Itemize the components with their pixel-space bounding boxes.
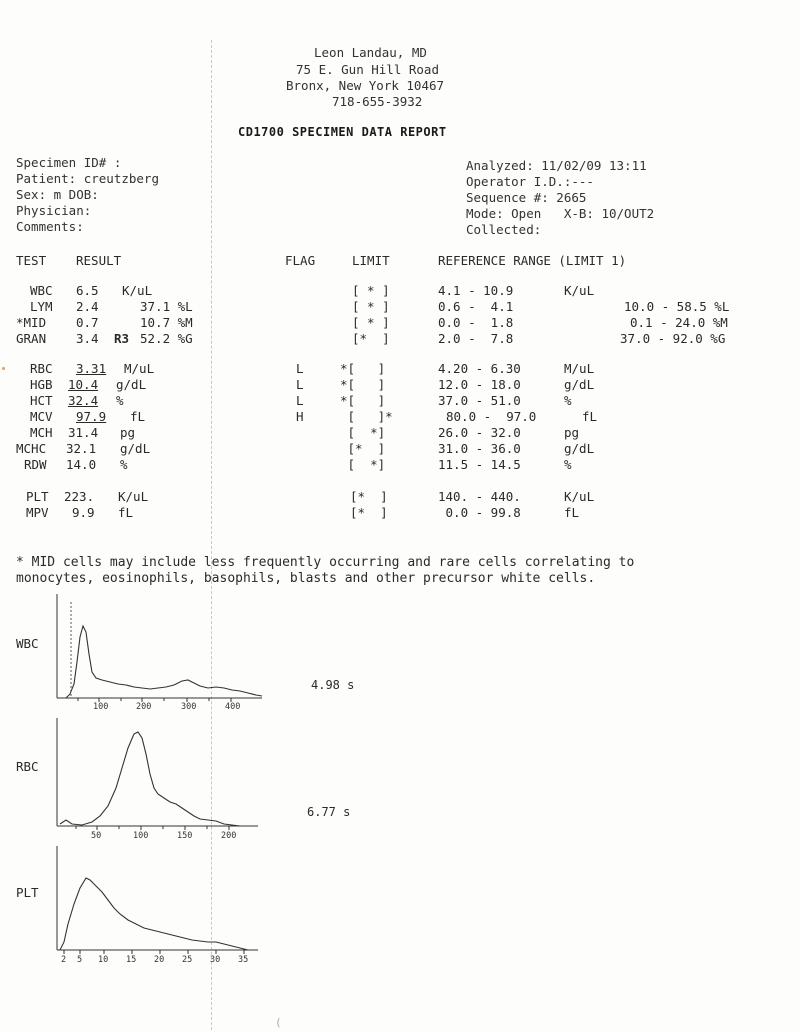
- flag: L: [296, 361, 304, 376]
- reference-range: 37.0 - 51.0: [438, 393, 521, 408]
- test-name: HGB: [30, 377, 53, 392]
- result-value: 9.9: [72, 505, 95, 520]
- reference-unit: K/uL: [564, 489, 595, 504]
- patient-name: Patient: creutzberg: [16, 171, 159, 186]
- header-flag: FLAG: [285, 253, 316, 268]
- test-name: *MID: [16, 315, 47, 330]
- limit-indicator: [ ]*: [340, 409, 393, 424]
- header-test: TEST: [16, 253, 47, 268]
- reference-range: 31.0 - 36.0: [438, 441, 521, 456]
- wbc-curve: [66, 626, 262, 698]
- rbc-histogram-label: RBC: [16, 759, 39, 774]
- operator-id: Operator I.D.:---: [466, 174, 594, 189]
- x-tick-label: 50: [91, 831, 102, 841]
- result-value: 31.4: [68, 425, 99, 440]
- limit-indicator: [ *]: [340, 457, 386, 472]
- x-tick-label: 10: [98, 955, 109, 965]
- limit-indicator: [ *]: [340, 425, 386, 440]
- result-value: 3.4: [76, 331, 99, 346]
- x-tick-label: 150: [177, 831, 193, 841]
- test-name: GRAN: [16, 331, 47, 346]
- reference-unit: M/uL: [564, 361, 595, 376]
- plt-histogram-plot: [0, 844, 270, 969]
- reference-unit: %: [564, 457, 572, 472]
- rbc-curve: [60, 732, 250, 826]
- test-name: HCT: [30, 393, 53, 408]
- limit-indicator: *[ ]: [340, 361, 386, 376]
- stray-mark: (: [275, 1016, 282, 1029]
- sequence-number: Sequence #: 2665: [466, 190, 587, 205]
- reference-range: 4.1 - 10.9: [438, 283, 514, 298]
- x-tick-label: 200: [136, 702, 152, 712]
- reference-range: 12.0 - 18.0: [438, 377, 521, 392]
- result-code: R3: [114, 331, 130, 346]
- x-tick-label: 15: [126, 955, 137, 965]
- x-tick-label: 300: [181, 702, 197, 712]
- footnote-line-2: monocytes, eosinophils, basophils, blasts and other precursor white cells.: [16, 571, 596, 586]
- result-value: 223.: [64, 489, 95, 504]
- test-name: LYM: [30, 299, 53, 314]
- test-name: WBC: [30, 283, 53, 298]
- limit-indicator: [ * ]: [352, 283, 390, 298]
- reference-unit: %: [564, 393, 572, 408]
- x-tick-label: 5: [77, 955, 83, 965]
- x-tick-label: 30: [210, 955, 221, 965]
- result-value: 32.4: [68, 393, 99, 408]
- reference-range: 26.0 - 32.0: [438, 425, 521, 440]
- result-unit: %: [116, 393, 124, 408]
- reference-range: 0.0 - 1.8: [438, 315, 514, 330]
- comments: Comments:: [16, 219, 84, 234]
- rbc-histogram-plot: [0, 716, 270, 841]
- analyzed-date: Analyzed: 11/02/09 13:11: [466, 158, 647, 173]
- test-name: MPV: [26, 505, 49, 520]
- footnote-line-1: * MID cells may include less frequently occurring and rare cells correlating to: [16, 555, 635, 570]
- test-name: MCV: [30, 409, 53, 424]
- x-tick-label: 35: [238, 955, 249, 965]
- flag: L: [296, 377, 304, 392]
- margin-dot: [2, 367, 5, 370]
- test-name: RBC: [30, 361, 53, 376]
- result-unit: K/uL: [122, 283, 153, 298]
- result-value: 6.5: [76, 283, 99, 298]
- result-value: 97.9: [76, 409, 107, 424]
- test-name: RDW: [24, 457, 47, 472]
- x-tick-label: 200: [221, 831, 237, 841]
- x-tick-label: 100: [133, 831, 149, 841]
- flag: H: [296, 409, 304, 424]
- reference-unit: pg: [564, 425, 580, 440]
- result-unit: %: [120, 457, 128, 472]
- limit-indicator: [ * ]: [352, 299, 390, 314]
- reference-unit: g/dL: [564, 441, 595, 456]
- plt-histogram-label: PLT: [16, 885, 39, 900]
- reference-range: 11.5 - 14.5: [438, 457, 521, 472]
- plt-histogram: [0, 844, 270, 972]
- result-unit: fL: [118, 505, 134, 520]
- collected: Collected:: [466, 222, 542, 237]
- physician: Physician:: [16, 203, 92, 218]
- reference-range: 140. - 440.: [438, 489, 521, 504]
- result-value: 0.7: [76, 315, 99, 330]
- mode: Mode: Open X-B: 10/OUT2: [466, 206, 655, 221]
- limit-indicator: [* ]: [350, 489, 388, 504]
- result-unit: g/dL: [116, 377, 147, 392]
- test-name: PLT: [26, 489, 49, 504]
- reference-unit: fL: [582, 409, 598, 424]
- wbc-histogram-plot: [0, 592, 270, 712]
- header-limit: LIMIT: [352, 253, 390, 268]
- x-tick-label: 2: [61, 955, 67, 965]
- result-percent: 52.2 %G: [140, 331, 193, 346]
- result-value: 10.4: [68, 377, 99, 392]
- result-value: 3.31: [76, 361, 107, 376]
- limit-indicator: *[ ]: [340, 377, 386, 392]
- result-unit: g/dL: [120, 441, 151, 456]
- header-result: RESULT: [76, 253, 122, 268]
- result-unit: K/uL: [118, 489, 149, 504]
- rbc-histogram: [0, 716, 270, 844]
- limit-indicator: [* ]: [350, 505, 388, 520]
- reference-range: 0.0 - 99.8: [438, 505, 521, 520]
- result-value: 14.0: [66, 457, 97, 472]
- clinic-name: Leon Landau, MD: [314, 45, 427, 60]
- result-value: 2.4: [76, 299, 99, 314]
- x-tick-label: 100: [93, 702, 109, 712]
- clinic-phone: 718-655-3932: [332, 94, 423, 109]
- test-name: MCHC: [16, 441, 47, 456]
- plt-curve: [60, 878, 248, 950]
- reference-unit: K/uL: [564, 283, 595, 298]
- clinic-street: 75 E. Gun Hill Road: [296, 62, 439, 77]
- report-title: CD1700 SPECIMEN DATA REPORT: [238, 125, 447, 139]
- limit-indicator: [* ]: [352, 331, 390, 346]
- percent-range: 0.1 - 24.0 %M: [630, 315, 728, 330]
- rbc-count-time: 6.77 s: [307, 805, 351, 819]
- result-unit: M/uL: [124, 361, 155, 376]
- flag: L: [296, 393, 304, 408]
- patient-sex-dob: Sex: m DOB:: [16, 187, 99, 202]
- x-tick-label: 25: [182, 955, 193, 965]
- percent-range: 10.0 - 58.5 %L: [624, 299, 730, 314]
- reference-range: 4.20 - 6.30: [438, 361, 521, 376]
- reference-range: 2.0 - 7.8: [438, 331, 514, 346]
- x-tick-label: 400: [225, 702, 241, 712]
- result-value: 32.1: [66, 441, 97, 456]
- wbc-histogram-label: WBC: [16, 636, 39, 651]
- clinic-city: Bronx, New York 10467: [286, 78, 445, 93]
- x-tick-label: 20: [154, 955, 165, 965]
- header-reference: REFERENCE RANGE (LIMIT 1): [438, 253, 627, 268]
- limit-indicator: [ * ]: [352, 315, 390, 330]
- result-unit: pg: [120, 425, 136, 440]
- test-name: MCH: [30, 425, 53, 440]
- reference-range: 80.0 - 97.0: [446, 409, 537, 424]
- result-percent: 10.7 %M: [140, 315, 193, 330]
- reference-range: 0.6 - 4.1: [438, 299, 514, 314]
- result-unit: fL: [130, 409, 146, 424]
- reference-unit: g/dL: [564, 377, 595, 392]
- limit-indicator: [* ]: [340, 441, 386, 456]
- wbc-histogram: [0, 592, 270, 715]
- reference-unit: fL: [564, 505, 580, 520]
- percent-range: 37.0 - 92.0 %G: [620, 331, 726, 346]
- limit-indicator: *[ ]: [340, 393, 386, 408]
- result-percent: 37.1 %L: [140, 299, 193, 314]
- wbc-count-time: 4.98 s: [311, 678, 355, 692]
- specimen-id: Specimen ID# :: [16, 155, 122, 170]
